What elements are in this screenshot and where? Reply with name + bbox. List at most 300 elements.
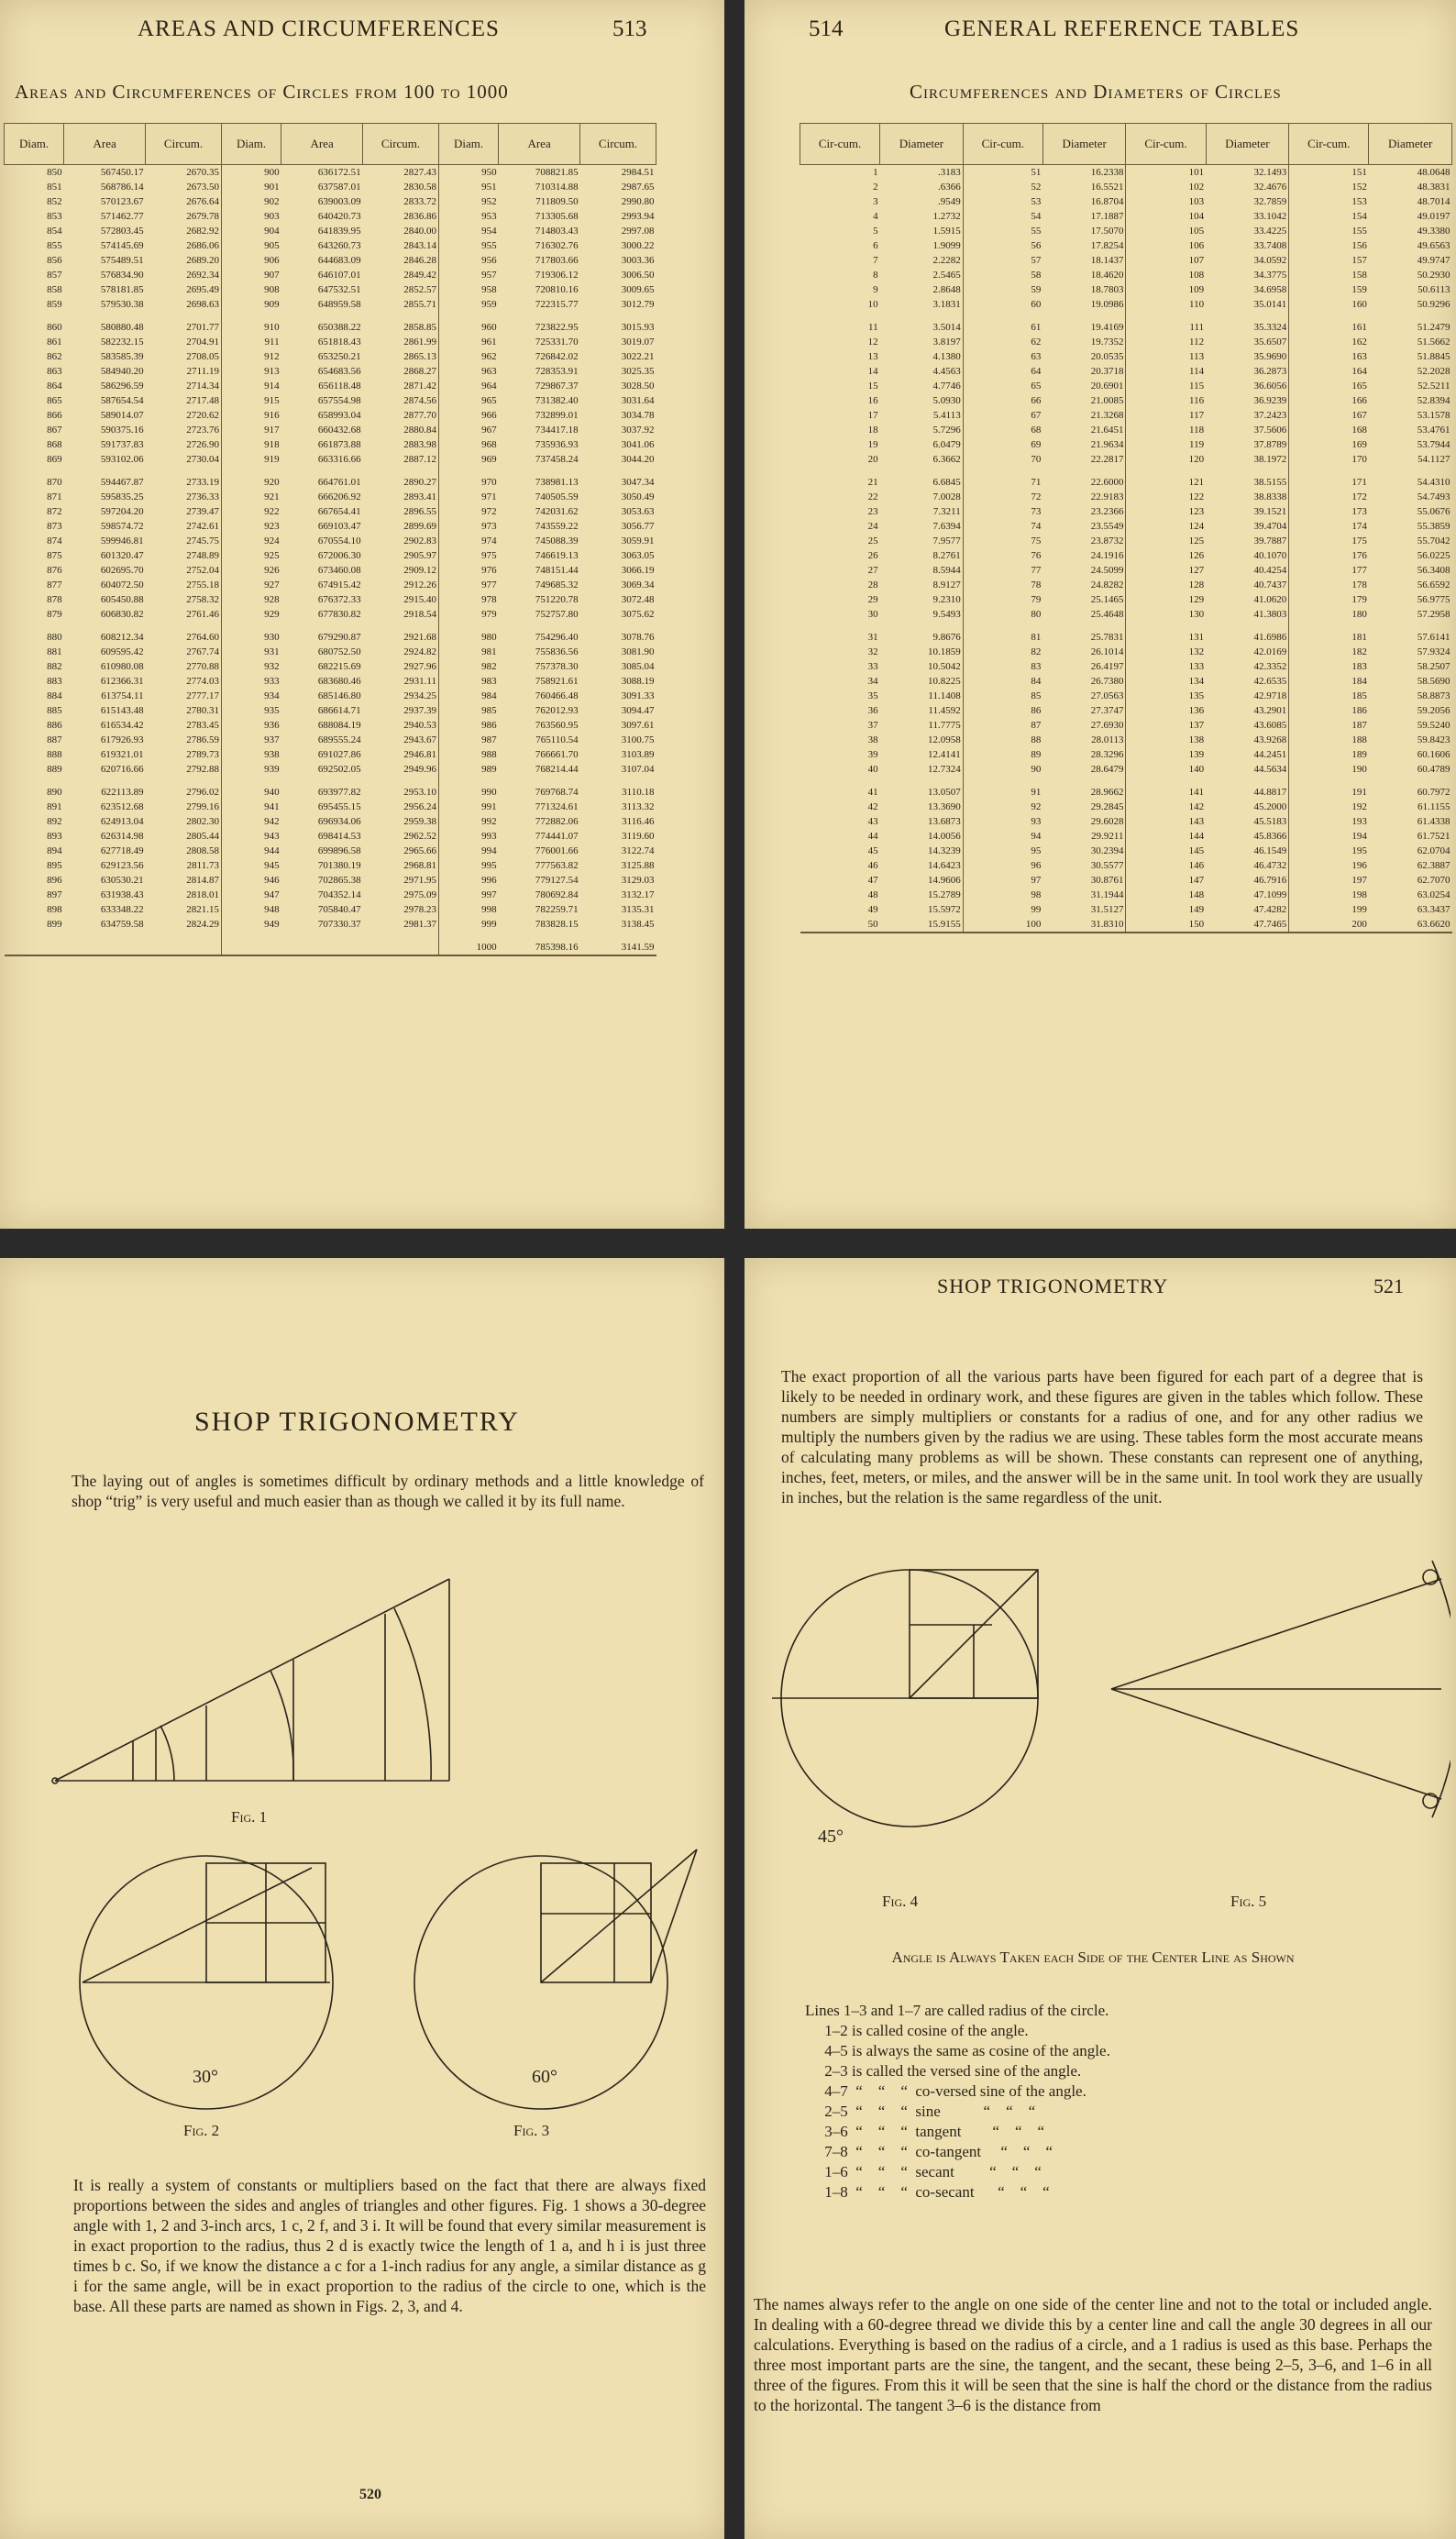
table-cell: 136 [1126,703,1206,718]
table-cell: 2736.33 [186,491,219,502]
table-row [800,268,1452,282]
table-row [5,747,656,762]
table-cell: 68 [963,423,1042,437]
table-row [800,165,1452,181]
table-cell: 2978.23 [403,904,436,915]
table-cell: 942 [221,814,281,829]
table-cell: 48.7014 [1417,196,1450,207]
table-row [800,689,1452,703]
table-cell: 62.0704 [1417,845,1450,856]
table-cell: 73 [963,504,1042,519]
table-row [800,607,1452,622]
table-cell: 707330.37 [317,919,361,930]
table-cell: 99 [963,902,1042,917]
running-head: SHOP TRIGONOMETRY [937,1275,1169,1297]
table-cell: 3063.05 [621,550,655,561]
table-cell: 602695.70 [100,565,144,576]
table-cell: 54.7493 [1417,491,1450,502]
definition-line: 3–6 “ “ “ tangent “ “ “ [805,2123,1045,2140]
table-row [5,238,656,253]
table-cell: 605450.88 [100,594,144,605]
table-cell: 85 [963,689,1042,703]
table-cell: 22.6000 [1090,477,1124,488]
table-cell: 740505.59 [535,491,579,502]
table-cell: 906 [221,253,281,268]
table-cell: 578181.85 [100,284,144,295]
table-row [800,534,1452,548]
table-cell: 36 [867,705,878,716]
table-cell: 617926.93 [100,734,144,745]
table-cell: 19 [867,439,878,450]
table-cell: 2858.85 [403,322,436,333]
table-cell: 2726.90 [186,439,219,450]
table-cell: 2742.61 [186,521,219,532]
table-cell: 763560.95 [535,720,579,731]
table-row [800,393,1452,408]
table-row [5,592,656,607]
table-cell: 604072.50 [100,580,144,591]
table-cell: 2733.19 [186,477,219,488]
table-cell: 28.3296 [1090,749,1124,760]
table-cell: 977 [438,578,498,592]
table-cell: 3025.35 [621,366,655,377]
table-cell: 40.1070 [1253,550,1287,561]
table-row [5,268,656,282]
table-cell: 16.5521 [1090,182,1124,193]
table-cell: 631938.43 [100,889,144,900]
table-cell: 33.4225 [1253,226,1287,237]
table-cell: 2968.81 [403,860,436,871]
table-cell: 971 [438,490,498,504]
table-cell: 952 [438,194,498,209]
table-cell: 101 [1126,165,1206,181]
intro-paragraph: The laying out of angles is sometimes difficult by ordinary methods and a little knowledge of shop “trig” is very useful and much easier than as though we called it by its full name. [72,1472,704,1510]
table-cell: 622113.89 [101,787,144,798]
table-cell: 2840.00 [403,226,436,237]
table-cell: 661873.88 [317,439,361,450]
table-cell: 995 [438,858,498,873]
table-row [800,312,1452,335]
table-cell: 3003.36 [621,255,655,266]
table-cell: 938 [221,747,281,762]
table-cell: 978 [438,592,498,607]
table-cell: 658993.04 [317,410,361,421]
table-cell: 188 [1289,733,1369,747]
table-cell: 58.5690 [1417,676,1450,687]
table-cell: 2931.11 [403,676,436,687]
table-cell: 967 [438,423,498,437]
table-cell [64,932,146,955]
table-cell: 682215.69 [317,661,361,672]
table-cell: 3031.64 [621,395,655,406]
table-row [800,703,1452,718]
table-cell: 34.0592 [1253,255,1287,266]
table-cell: 133 [1126,659,1206,674]
table-cell: 2780.31 [186,705,219,716]
table-cell: 2748.89 [186,550,219,561]
table-row [5,814,656,829]
table-cell: 590375.16 [100,425,144,436]
table-cell: 965 [438,393,498,408]
table-row [800,423,1452,437]
table-row [5,165,656,181]
table-cell: 45 [867,845,878,856]
table-row [5,659,656,674]
table-cell: 2915.40 [403,594,436,605]
table-row [5,297,656,312]
table-cell: 852 [47,196,62,207]
table-cell: 58.8873 [1417,690,1450,701]
table-cell: 987 [438,733,498,747]
table-row [800,902,1452,917]
table-cell: 90 [963,762,1042,777]
table-cell: 21 [867,477,878,488]
table-row [5,423,656,437]
figure-5-diagram [1093,1542,1450,1854]
table-cell: 699896.58 [317,845,361,856]
table-cell: 57.9324 [1417,646,1450,657]
table-cell: 2909.12 [403,565,436,576]
table-cell: 13.6873 [927,816,961,827]
table-cell: 757378.30 [535,661,579,672]
table-cell: 29.2845 [1090,801,1124,812]
table-cell: 161 [1289,312,1369,335]
table-cell: 39.1521 [1253,506,1287,517]
table-cell: 688084.19 [317,720,361,731]
table-cell: 779127.54 [535,875,579,886]
table-cell: 52.5211 [1417,381,1450,392]
table-cell: 59 [963,282,1042,297]
table-row [800,209,1452,224]
table-cell: 181 [1289,622,1369,645]
table-cell: 972 [438,504,498,519]
table-row [800,504,1452,519]
table-row [5,253,656,268]
table-cell: 19.7352 [1090,337,1124,348]
table-cell: 3091.33 [621,690,655,701]
table-cell: 646107.01 [317,270,361,281]
table-cell: 18.4620 [1090,270,1124,281]
table-cell: 44.5634 [1253,764,1287,775]
table-cell: 41.3803 [1253,609,1287,620]
table-cell: 57.2958 [1417,609,1450,620]
table-cell: 772882.06 [535,816,579,827]
table-cell: 984 [438,689,498,703]
table-cell: 4.1380 [932,351,961,362]
table-cell: 9.8676 [932,632,961,643]
table-cell: 908 [221,282,281,297]
table-cell: 861 [47,337,62,348]
table-cell: 2689.20 [186,255,219,266]
table-cell: 45.2000 [1253,801,1287,812]
table-cell: 677830.82 [317,609,361,620]
figure-4-diagram [745,1561,1075,1836]
table-cell: 660432.68 [317,425,361,436]
table-cell: 110 [1126,297,1206,312]
table-cell: 2887.12 [403,454,436,465]
table-row [5,858,656,873]
table-row [5,917,656,932]
table-cell: 3125.88 [621,860,655,871]
table-cell: 44 [867,831,878,842]
table-cell: 731382.40 [535,395,579,406]
table-cell: 2965.66 [403,845,436,856]
table-row [800,659,1452,674]
table-cell: 63.0254 [1417,889,1450,900]
table-cell: 147 [1126,873,1206,888]
table-cell: 902 [221,194,281,209]
table-row [800,437,1452,452]
table-cell: 29 [867,594,878,605]
table-cell: 708821.85 [535,167,579,178]
table-cell: 782259.71 [535,904,579,915]
table-cell: 21.0085 [1090,395,1124,406]
table-cell: 13 [867,351,878,362]
table-cell: 121 [1126,467,1206,490]
table-cell: 900 [221,165,281,181]
table-row [5,607,656,622]
table-cell: 2874.56 [403,395,436,406]
table-cell: 963 [438,364,498,379]
table-cell: 7 [873,255,878,266]
table-cell: 32.4676 [1253,182,1287,193]
table-cell: 780692.84 [535,889,579,900]
table-cell: 595835.25 [100,491,144,502]
table-cell: 597204.20 [100,506,144,517]
table-row [5,364,656,379]
table-cell: 42.6535 [1253,676,1287,687]
table-cell: 30 [867,609,878,620]
table-cell: 98 [963,888,1042,902]
table-cell: 67 [963,408,1042,423]
table-cell: 53.4761 [1417,425,1450,436]
table-cell: 55 [963,224,1042,238]
table-cell: 27.3747 [1090,705,1124,716]
table-cell: 81 [963,622,1042,645]
table-cell: 2984.51 [621,167,655,178]
table-cell: 33.7408 [1253,240,1287,251]
table-cell: 722315.77 [535,299,579,310]
table-cell: 2902.83 [403,535,436,546]
table-cell: 115 [1126,379,1206,393]
table-cell: 2890.27 [403,477,436,488]
table-cell: 672006.30 [317,550,361,561]
table-cell: 21.9634 [1090,439,1124,450]
table-cell: 710314.88 [535,182,579,193]
table-row [5,674,656,689]
table-cell: 586296.59 [100,381,144,392]
table-cell: 182 [1289,645,1369,659]
table-cell: 884 [47,690,62,701]
table-cell: 9 [873,284,878,295]
table-cell: 640420.73 [317,211,361,222]
table-cell: 49 [867,904,878,915]
table-cell: 711809.50 [535,196,579,207]
table-cell: 716302.76 [535,240,579,251]
table-row [800,180,1452,194]
table-cell: 57 [963,253,1042,268]
table-cell: 180 [1289,607,1369,622]
table-cell: 43 [867,816,878,827]
table-cell: 33 [867,661,878,672]
column-header: Circum. [363,124,439,165]
table-cell: 901 [221,180,281,194]
table-cell: 62.3887 [1417,860,1450,871]
table-cell: 41.0620 [1253,594,1287,605]
table-cell: 49.6563 [1417,240,1450,251]
table-cell: 58.2507 [1417,661,1450,672]
table-row [5,689,656,703]
table-cell: 32 [867,646,878,657]
table-cell: 2783.45 [186,720,219,731]
table-cell: 63.6620 [1417,919,1450,930]
table-cell: 189 [1289,747,1369,762]
table-cell: 153 [1289,194,1369,209]
table-cell: 2708.05 [186,351,219,362]
table-cell: 52.2028 [1417,366,1450,377]
table-cell: 7.0028 [932,491,961,502]
table-cell: 988 [438,747,498,762]
table-row [800,762,1452,777]
table-cell: 899 [47,919,62,930]
table-cell: 2814.87 [186,875,219,886]
table-cell: 931 [221,645,281,659]
table-cell: 762012.93 [535,705,579,716]
table-cell: 52 [963,180,1042,194]
table-cell: 122 [1126,490,1206,504]
table-cell: 22 [867,491,878,502]
table-cell: 50.2930 [1417,270,1450,281]
table-cell: 882 [47,661,62,672]
table-cell: 2865.13 [403,351,436,362]
table-cell: 2.5465 [932,270,961,281]
table-row [5,393,656,408]
table-cell: 994 [438,844,498,858]
table-cell: 947 [221,888,281,902]
table-cell: 3075.62 [621,609,655,620]
table-row [800,452,1452,467]
table-cell: 26.4197 [1090,661,1124,672]
fig5-caption: Fig. 5 [1230,1893,1267,1910]
table-cell: 51 [963,165,1042,181]
table-cell: 2752.04 [186,565,219,576]
table-row [800,873,1452,888]
table-row [5,829,656,844]
table-cell: 103 [1126,194,1206,209]
table-cell: 9.5493 [932,609,961,620]
table-cell: 31.8310 [1090,919,1124,930]
table-cell: 865 [47,395,62,406]
table-cell: 69 [963,437,1042,452]
table-cell: 16.8704 [1090,196,1124,207]
table-cell: 591737.83 [100,439,144,450]
table-cell: 21.3268 [1090,410,1124,421]
table-row [5,622,656,645]
table-cell: 42.0169 [1253,646,1287,657]
table-cell: 3132.17 [621,889,655,900]
table-cell: 82 [963,645,1042,659]
table-cell: 38.5155 [1253,477,1287,488]
table-cell: 51.5662 [1417,337,1450,348]
table-cell: 691027.86 [317,749,361,760]
table-cell: 2764.60 [186,632,219,643]
table-row [5,548,656,563]
table-cell: 933 [221,674,281,689]
table-cell: 14.6423 [927,860,961,871]
table-cell: 162 [1289,335,1369,349]
table-cell: 33.1042 [1253,211,1287,222]
table-row [800,335,1452,349]
table-cell: 2730.04 [186,454,219,465]
table-cell: 25.4648 [1090,609,1124,620]
table-cell: 5.7296 [932,425,961,436]
table-cell: 24.1916 [1090,550,1124,561]
table-cell: 2949.96 [403,764,436,775]
table-cell: 60.7972 [1417,787,1450,798]
table-cell: 43.9268 [1253,734,1287,745]
table-row [800,858,1452,873]
table-cell: 893 [47,831,62,842]
table-cell: 2946.81 [403,749,436,760]
table-cell: 2789.73 [186,749,219,760]
table-row [800,224,1452,238]
table-row [800,814,1452,829]
table-cell: 35.9690 [1253,351,1287,362]
table-cell: 2924.82 [403,646,436,657]
table-cell: 55.0676 [1417,506,1450,517]
table-cell: 16 [867,395,878,406]
table-cell: 1.9099 [932,240,961,251]
table-cell: 953 [438,209,498,224]
table-row [800,563,1452,578]
table-cell: 3022.21 [621,351,655,362]
table-row [5,519,656,534]
table-cell: 2943.67 [403,734,436,745]
table-cell: 3056.77 [621,521,655,532]
table-cell: 56.9775 [1417,594,1450,605]
table-cell: 2786.59 [186,734,219,745]
table-cell: 53.1578 [1417,410,1450,421]
table-cell: 100 [963,917,1042,933]
table-cell: 172 [1289,490,1369,504]
table-cell: 746619.13 [535,550,579,561]
table-cell: 920 [221,467,281,490]
table-cell: 922 [221,504,281,519]
table-cell: 937 [221,733,281,747]
table-cell: 948 [221,902,281,917]
column-header: Diam. [221,124,281,165]
table-cell: 83 [963,659,1042,674]
fig4-angle-label: 45° [818,1827,844,1847]
table-cell: 30.2394 [1090,845,1124,856]
table-cell: 24.5099 [1090,565,1124,576]
page-513 [0,0,724,1229]
table-cell: 949 [221,917,281,932]
table-cell: 104 [1126,209,1206,224]
table-cell: 1.2732 [932,211,961,222]
table-cell: 119 [1126,437,1206,452]
table-cell: 5 [873,226,878,237]
table-cell: 2883.98 [403,439,436,450]
table-cell: 3100.75 [621,734,655,745]
table-cell: 106 [1126,238,1206,253]
table-cell: 3081.90 [621,646,655,657]
table-cell: 34 [867,676,878,687]
table-cell: 976 [438,563,498,578]
table-cell: 63 [963,349,1042,364]
table-cell: 3.5014 [932,322,961,333]
table-cell: 22.9183 [1090,491,1124,502]
